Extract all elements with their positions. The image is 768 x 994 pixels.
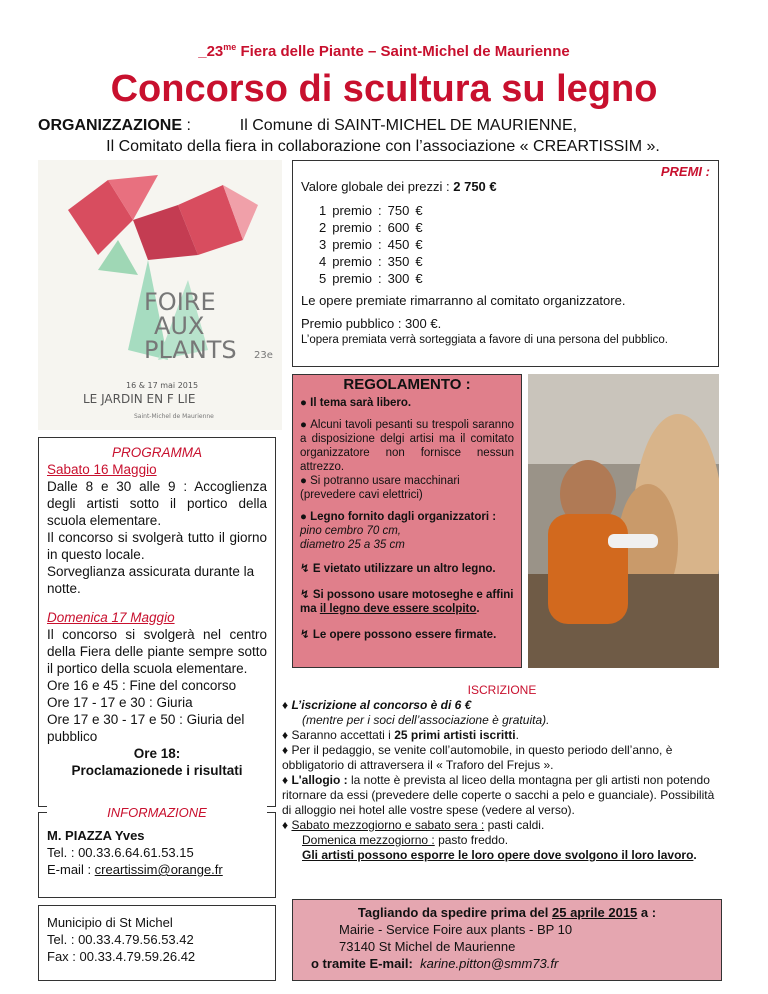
- prizes-table: [316, 202, 426, 287]
- info-box: [38, 805, 276, 898]
- municipality-name: Municipio di St Michel: [47, 915, 173, 930]
- registration-limit: ♦ Saranno accettati i 25 primi artisti iscritti.: [282, 728, 519, 742]
- sculptor-photo-illustration: [528, 374, 719, 668]
- rule-3: ● Si potranno usare macchinari (prevedere cavi elettrici): [300, 475, 460, 501]
- prize-row: 2 premio : 600 €: [319, 220, 423, 235]
- registration-toll: ♦ Per il pedaggio, se venite coll’automobile, in questo periodo dell’anno, è obbligatorio di attraversera il « Traforo del Frejus ».: [282, 743, 673, 772]
- program-schedule-4: Ore 18:: [133, 746, 181, 761]
- registration-lodging: ♦ L'allogio : la notte è prevista al liceo della montagna per gli artisti non potendo ritornare da essi (prevedere delle coperte o sacchi a pelo e guanciale). Possibilità di alloggio nei hotel alle vostre spese (vedere al verso).: [282, 773, 715, 817]
- rules-box: [292, 374, 522, 668]
- poster-title-line-2: AUX: [154, 312, 205, 340]
- registration-heading: ISCRIZIONE: [467, 683, 537, 697]
- sculptor-photo: [528, 374, 719, 668]
- poster-title-line-3: PLANTS: [144, 336, 237, 364]
- prize-row: 1 premio : 750 €: [319, 203, 423, 218]
- program-schedule-1: Ore 16 e 45 : Fine del concorso: [47, 678, 237, 693]
- registration-section: [282, 683, 722, 863]
- contact-email-link[interactable]: creartissim@orange.fr: [94, 862, 223, 877]
- coupon-deadline: Tagliando da spedire prima del 25 aprile 2015 a :: [357, 905, 657, 920]
- fair-poster: [38, 160, 282, 430]
- rule-2: ● Alcuni tavoli pesanti su trespoli saranno a disposizione delgi artisi ma il comitato organizzatore non fornisce nessun attrezzo.: [300, 419, 514, 473]
- organization-line-2: Il Comitato della fiera in collaborazione con l’associazione « CREARTISSIM ».: [106, 138, 660, 155]
- poster-title-line-1: FOIRE: [144, 288, 216, 316]
- program-day-1-text-3: Sorveglianza assicurata durante la notte.: [47, 564, 255, 596]
- rule-7: ↯ Le opere possono essere firmate.: [300, 629, 497, 641]
- rule-5: ↯ E vietato utilizzare un altro legno.: [300, 563, 496, 575]
- contact-phone: Tel. : 00.33.6.64.61.53.15: [47, 845, 194, 860]
- program-box: [38, 437, 276, 807]
- prizes-total: Valore globale dei prezzi : 2 750 €: [301, 179, 497, 194]
- poster-dates: 16 & 17 mai 2015: [126, 381, 199, 390]
- coupon-address-1: Mairie - Service Foire aux plants - BP 10: [339, 922, 573, 937]
- municipality-phone: Tel. : 00.33.4.79.56.53.42: [47, 932, 194, 947]
- public-prize: Premio pubblico : 300 €.: [301, 316, 442, 331]
- municipality-box: [38, 905, 276, 981]
- registration-meals-saturday: ♦ Sabato mezzogiorno e sabato sera : pasti caldi.: [282, 818, 545, 832]
- prizes-note: Le opere premiate rimarranno al comitato organizzatore.: [301, 293, 626, 308]
- prize-row: 4 premio : 350 €: [319, 254, 423, 269]
- coupon-address-2: 73140 St Michel de Maurienne: [339, 939, 516, 954]
- rule-4: ● Legno fornito dagli organizzatori :: [300, 511, 497, 523]
- prize-row: 5 premio : 300 €: [319, 271, 423, 286]
- page-title: Concorso di scultura su legno: [110, 68, 658, 110]
- rules-heading: REGOLAMENTO :: [343, 376, 471, 393]
- municipality-fax: Fax : 00.33.4.79.59.26.42: [47, 949, 196, 964]
- program-day-1-text-2: Il concorso si svolgerà tutto il giorno in questo locale.: [47, 530, 267, 562]
- program-day-2: Domenica 17 Maggio: [47, 610, 175, 625]
- program-day-1-text: Dalle 8 e 30 alle 9 : Accoglienza degli artisti sotto il portico della scuola elementare.: [47, 479, 267, 528]
- contact-email-line: E-mail : creartissim@orange.fr: [47, 862, 223, 877]
- poster-theme: LE JARDIN EN F LIE: [83, 392, 196, 406]
- rule-4-wood: pino cembro 70 cm,: [300, 525, 401, 537]
- prize-row: 3 premio : 450 €: [319, 237, 423, 252]
- program-day-1: Sabato 16 Maggio: [47, 462, 157, 477]
- registration-fee-note: (mentre per i soci dell’associazione è gratuita).: [302, 713, 550, 727]
- program-schedule-2: Ore 17 - 17 e 30 : Giuria: [47, 695, 193, 710]
- registration-fee: ♦ L’iscrizione al concorso è di 6 €: [282, 698, 472, 712]
- registration-exhibit-note: Gli artisti possono esporre le loro opere dove svolgono il loro lavoro.: [302, 848, 697, 862]
- event-subtitle: $\_23^{me}$ Fiera delle Piante – Saint-Michel de Maurienne: [198, 42, 570, 60]
- rule-6: ↯ Si possono usare motoseghe e affini ma il legno deve essere scolpito.: [300, 589, 514, 615]
- contact-name: M. PIAZZA Yves: [47, 828, 145, 843]
- rule-1: ● Il tema sarà libero.: [300, 397, 412, 409]
- program-schedule-3: Ore 17 e 30 - 17 e 50 : Giuria del pubblico: [47, 712, 245, 744]
- public-prize-note: L’opera premiata verrà sorteggiata a favore di una persona del pubblico.: [301, 334, 668, 346]
- info-heading: INFORMAZIONE: [47, 804, 267, 821]
- rule-4-diameter: diametro 25 a 35 cm: [300, 539, 405, 551]
- prizes-box: [292, 160, 719, 367]
- program-day-2-text: Il concorso si svolgerà nel centro della Fiera delle piante sempre sotto il portico della scuola elementare.: [47, 627, 267, 676]
- program-results: Proclamazionede i risultati: [71, 763, 243, 778]
- registration-meals-sunday: Domenica mezzogiorno : pasto freddo.: [302, 833, 509, 847]
- poster-edition: 23e: [254, 350, 273, 361]
- coupon-email-line: o tramite E-mail: karine.pitton@smm73.fr: [311, 956, 559, 971]
- poster-place: Saint-Michel de Maurienne: [134, 413, 214, 420]
- coupon-box: [292, 899, 722, 981]
- poster-flowers-illustration: [38, 160, 282, 430]
- coupon-email-link[interactable]: karine.pitton@smm73.fr: [420, 956, 559, 971]
- prizes-heading: PREMI :: [660, 164, 710, 179]
- organization-line-1: ORGANIZZAZIONE : Il Comune di SAINT-MICHEL DE MAURIENNE,: [38, 117, 578, 134]
- program-heading: PROGRAMMA: [111, 445, 202, 460]
